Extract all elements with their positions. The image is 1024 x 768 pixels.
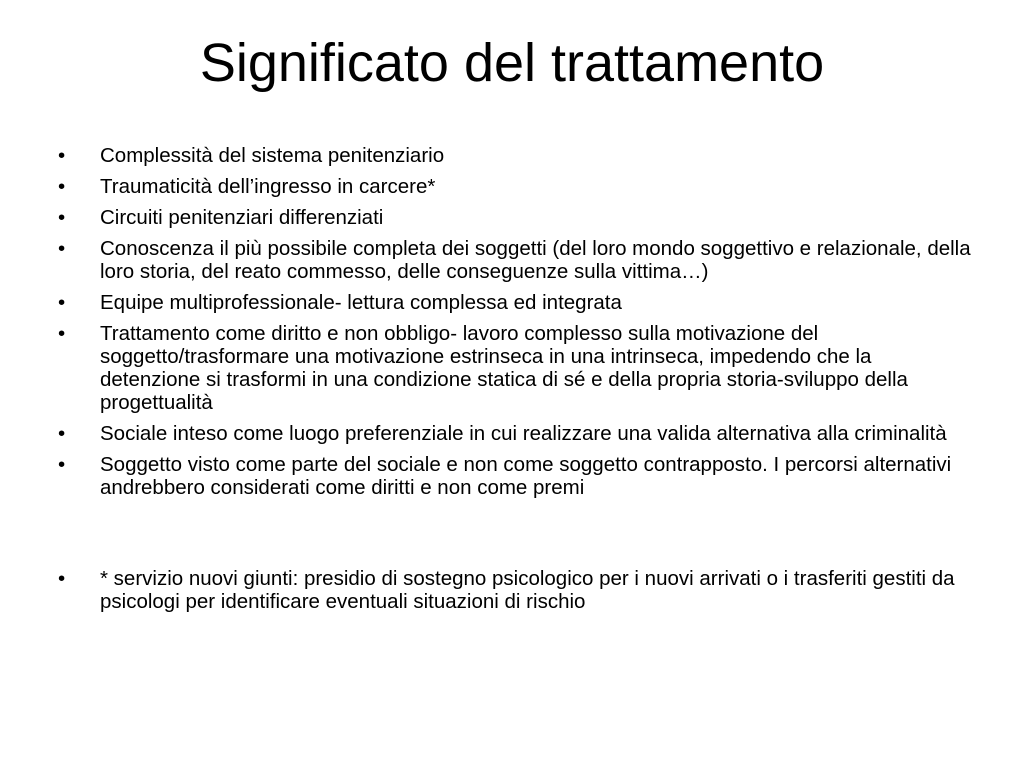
bullet-icon: • [58,206,66,229]
bullet-icon: • [58,144,66,167]
bullet-text: Traumaticità dell’ingresso in carcere* [100,175,436,198]
bullet-item [56,291,976,314]
bullet-text: Complessità del sistema penitenziario [100,144,445,167]
bullet-item [56,144,976,167]
bullet-item [56,322,976,414]
bullet-icon: • [58,322,66,345]
bullet-list [56,144,976,621]
footnote-text: * servizio nuovi giunti: presidio di sostegno psicologico per i nuovi arrivati o i trasferiti gestiti da psicologi per identificare eventuali situazioni di rischio [100,567,955,613]
bullet-text: Equipe multiprofessionale- lettura complessa ed integrata [100,291,622,314]
bullet-item [56,175,976,198]
bullet-item [56,237,976,283]
bullet-item [56,206,976,229]
footnote-bullet-item [56,567,976,613]
bullet-text: Conoscenza il più possibile completa dei soggetti (del loro mondo soggettivo e relazionale, della loro storia, del reato commesso, delle conseguenze sulla vittima…) [100,237,971,283]
bullet-text: Sociale inteso come luogo preferenziale in cui realizzare una valida alternativa alla criminalità [100,422,947,445]
bullet-icon: • [58,422,66,445]
bullet-icon: • [58,453,66,476]
bullet-icon: • [58,237,66,260]
bullet-text: Soggetto visto come parte del sociale e non come soggetto contrapposto. I percorsi alternativi andrebbero considerati come diritti e non come premi [100,453,952,499]
bullet-item [56,453,976,499]
bullet-icon: • [58,567,66,590]
slide-title: Significato del trattamento [199,33,825,93]
bullet-text: Trattamento come diritto e non obbligo- lavoro complesso sulla motivazione del soggetto/trasformare una motivazione estrinseca in una intrinseca, impedendo che la detenzione si trasformi in una condizione statica di sé e della propria storia-sviluppo della progettualità [100,322,908,414]
bullet-icon: • [58,291,66,314]
bullet-item [56,422,976,445]
bullet-text: Circuiti penitenziari differenziati [100,206,384,229]
bullet-icon: • [58,175,66,198]
